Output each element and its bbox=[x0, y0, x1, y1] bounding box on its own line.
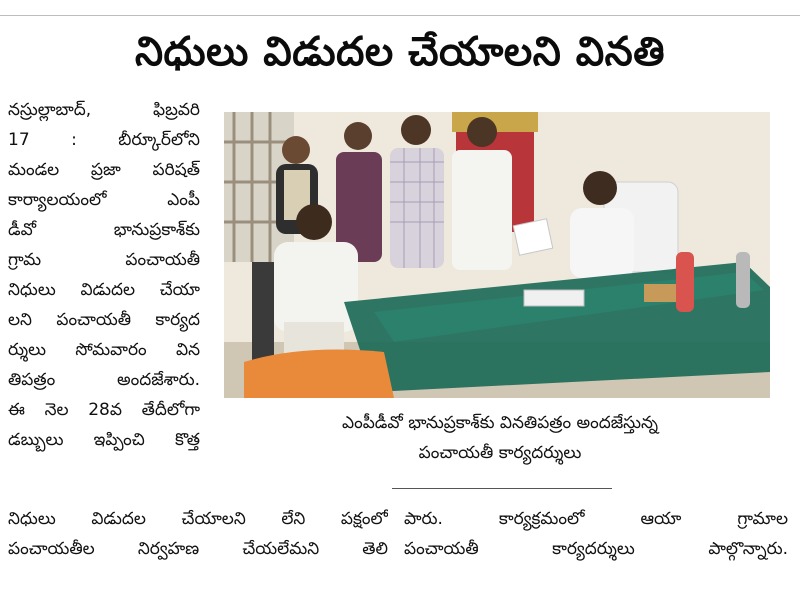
body-line: ఈ నెల 28వ తేదీలోగా bbox=[8, 400, 200, 420]
body-line: నిధులు విడుదల చేయాలని లేని పక్షంలో bbox=[8, 509, 388, 529]
top-rule bbox=[0, 15, 800, 16]
body-line: డీవో భానుప్రకాశ్‌కు bbox=[8, 220, 200, 240]
body-line: డబ్బులు ఇప్పించి కొత్త bbox=[8, 430, 200, 450]
body-line: తిపత్రం అందజేశారు. bbox=[8, 370, 200, 390]
article-body-bottom-left bbox=[8, 504, 388, 564]
article-body-bottom-right bbox=[404, 504, 788, 564]
news-photo-illustration bbox=[224, 112, 770, 398]
body-line: ర్శులు సోమవారం విన bbox=[8, 340, 200, 360]
caption-line: ఎంపీడీవో భానుప్రకాశ్‌కు వినతిపత్రం అందజేస్తున్న bbox=[342, 413, 658, 433]
news-photo bbox=[224, 112, 770, 398]
body-line: నస్రుల్లాబాద్, ఫిబ్రవరి bbox=[8, 100, 200, 120]
body-line: లని పంచాయతీ కార్యద bbox=[8, 310, 200, 330]
body-line: కార్యాలయంలో ఎంపీ bbox=[8, 190, 200, 210]
body-line: పారు. కార్యక్రమంలో ఆయా గ్రామాల bbox=[404, 509, 788, 529]
photo-caption bbox=[222, 408, 778, 468]
body-line: 17 : బీర్కూర్‌లోని bbox=[8, 130, 200, 150]
headline: నిధులు విడుదల చేయాలని వినతి bbox=[134, 29, 666, 75]
caption-divider bbox=[392, 488, 612, 489]
body-line: పంచాయతీ కార్యదర్శులు పాల్గొన్నారు. bbox=[404, 539, 788, 559]
body-line: పంచాయతీల నిర్వహణ చేయలేమని తెలి bbox=[8, 539, 388, 559]
article-body-left-column bbox=[8, 95, 200, 455]
body-line: నిధులు విడుదల చేయా bbox=[8, 280, 200, 300]
caption-line: పంచాయతీ కార్యదర్శులు bbox=[418, 443, 582, 463]
body-line: గ్రామ పంచాయతీ bbox=[8, 250, 200, 270]
body-line: మండల ప్రజా పరిషత్ bbox=[8, 160, 200, 180]
